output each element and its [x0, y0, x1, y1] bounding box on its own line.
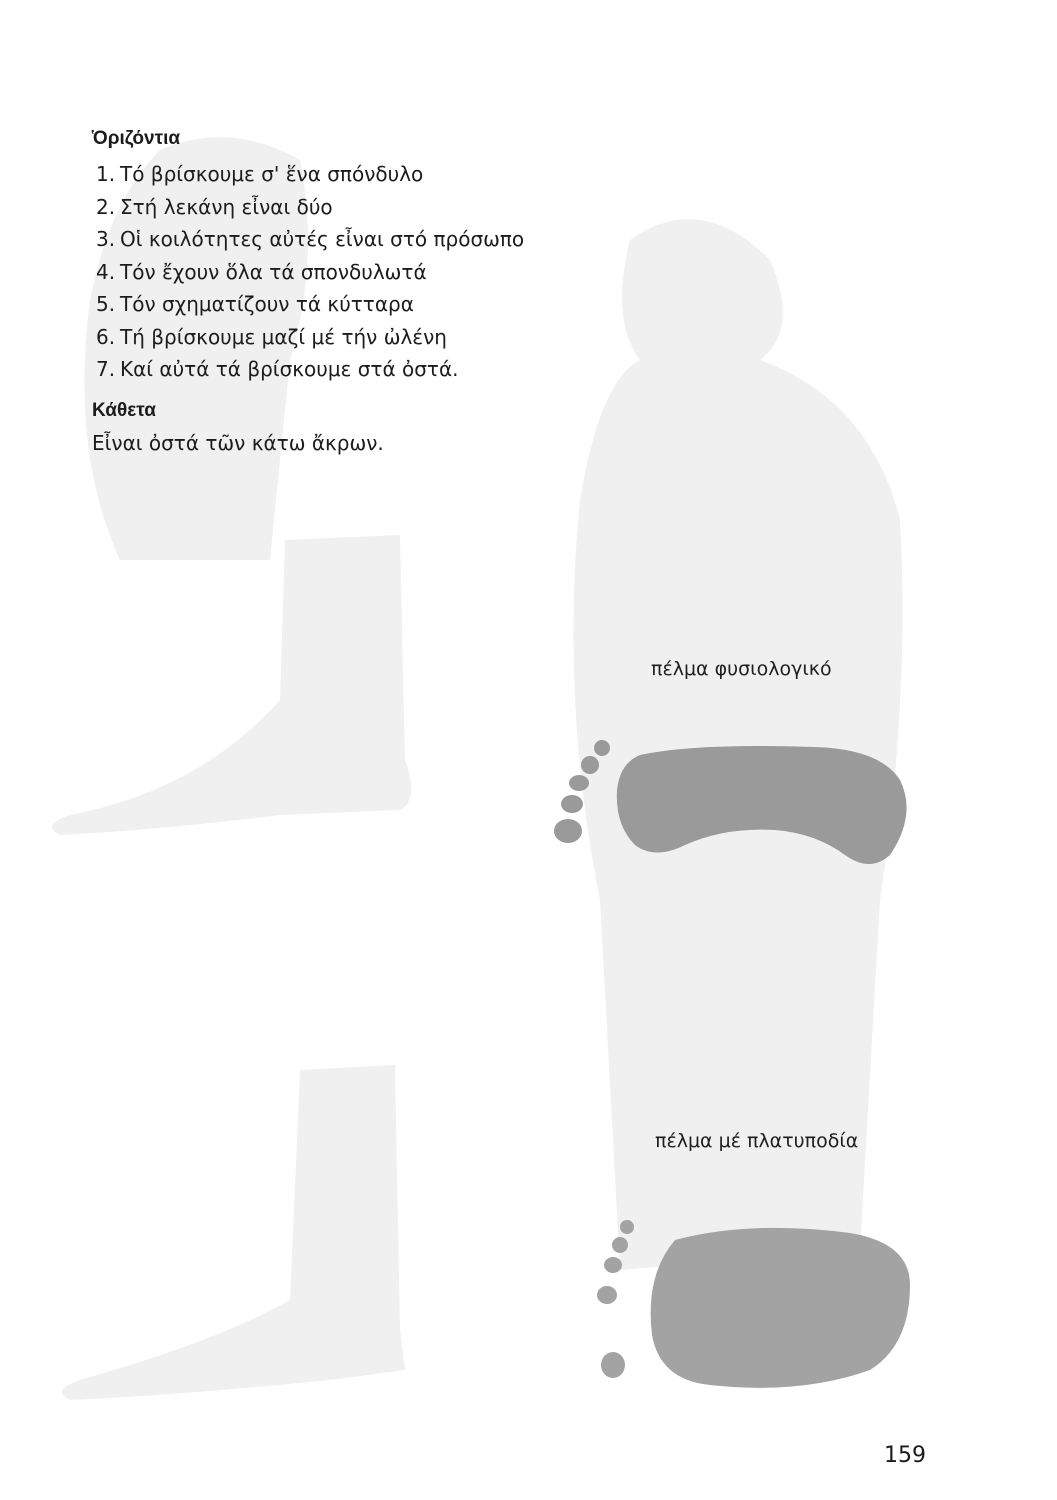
toe-print: [554, 819, 582, 843]
clue-item: [96, 288, 692, 321]
normal-footprint-figure: [545, 735, 925, 875]
vertical-clue-text: Εἶναι ὀστά τῶν κάτω ἄκρων.: [92, 430, 384, 455]
clue-text: Καί αὐτά τά βρίσκουμε στά ὀστά.: [120, 357, 459, 381]
clue-item: [96, 158, 692, 191]
clue-text: Οἱ κοιλότητες αὐτές εἶναι στό πρόσωπο: [120, 227, 525, 251]
clue-text: Τόν ἔχουν ὅλα τά σπονδυλωτά: [120, 259, 427, 284]
toe-print: [597, 1286, 617, 1304]
toe-print: [601, 1352, 625, 1378]
toe-print: [569, 775, 589, 791]
toe-print: [581, 756, 599, 774]
horizontal-clue-list: [92, 158, 692, 386]
flat-footprint-figure: [580, 1215, 925, 1395]
clue-text: Στή λεκάνη εἶναι δύο: [120, 194, 333, 219]
horizontal-heading: Ὁριζόντια: [92, 128, 181, 149]
clue-number: 7.: [96, 357, 116, 381]
normal-foot-caption: πέλμα φυσιολογικό: [651, 658, 832, 680]
clue-number: 3.: [96, 227, 116, 251]
flat-foot-caption: πέλμα μέ πλατυποδία: [655, 1130, 859, 1152]
sole-print: [651, 1228, 910, 1388]
toe-print: [604, 1257, 622, 1273]
toe-print: [561, 795, 583, 813]
crossword-clues: [92, 128, 692, 458]
clue-number: 5.: [96, 292, 116, 316]
toe-print: [620, 1220, 634, 1234]
clue-number: 1.: [96, 162, 116, 186]
clue-text: Τή βρίσκουμε μαζί μέ τήν ὠλένη: [120, 324, 447, 349]
clue-item: [96, 353, 692, 386]
clue-item: [96, 256, 692, 289]
clue-text: Τό βρίσκουμε σ' ἕνα σπόνδυλο: [120, 162, 424, 186]
clue-number: 6.: [96, 324, 116, 349]
clue-text: Τόν σχηματίζουν τά κύτταρα: [120, 292, 414, 316]
page-number: 159: [884, 1443, 926, 1468]
clue-item: [96, 191, 692, 224]
vertical-heading: Κάθετα: [92, 399, 156, 421]
clue-item: [96, 321, 692, 354]
clue-item: [96, 223, 692, 256]
toe-print: [594, 740, 610, 756]
clue-number: 4.: [96, 259, 116, 284]
toe-print: [612, 1237, 628, 1253]
sole-print: [617, 746, 907, 864]
clue-number: 2.: [96, 194, 116, 219]
